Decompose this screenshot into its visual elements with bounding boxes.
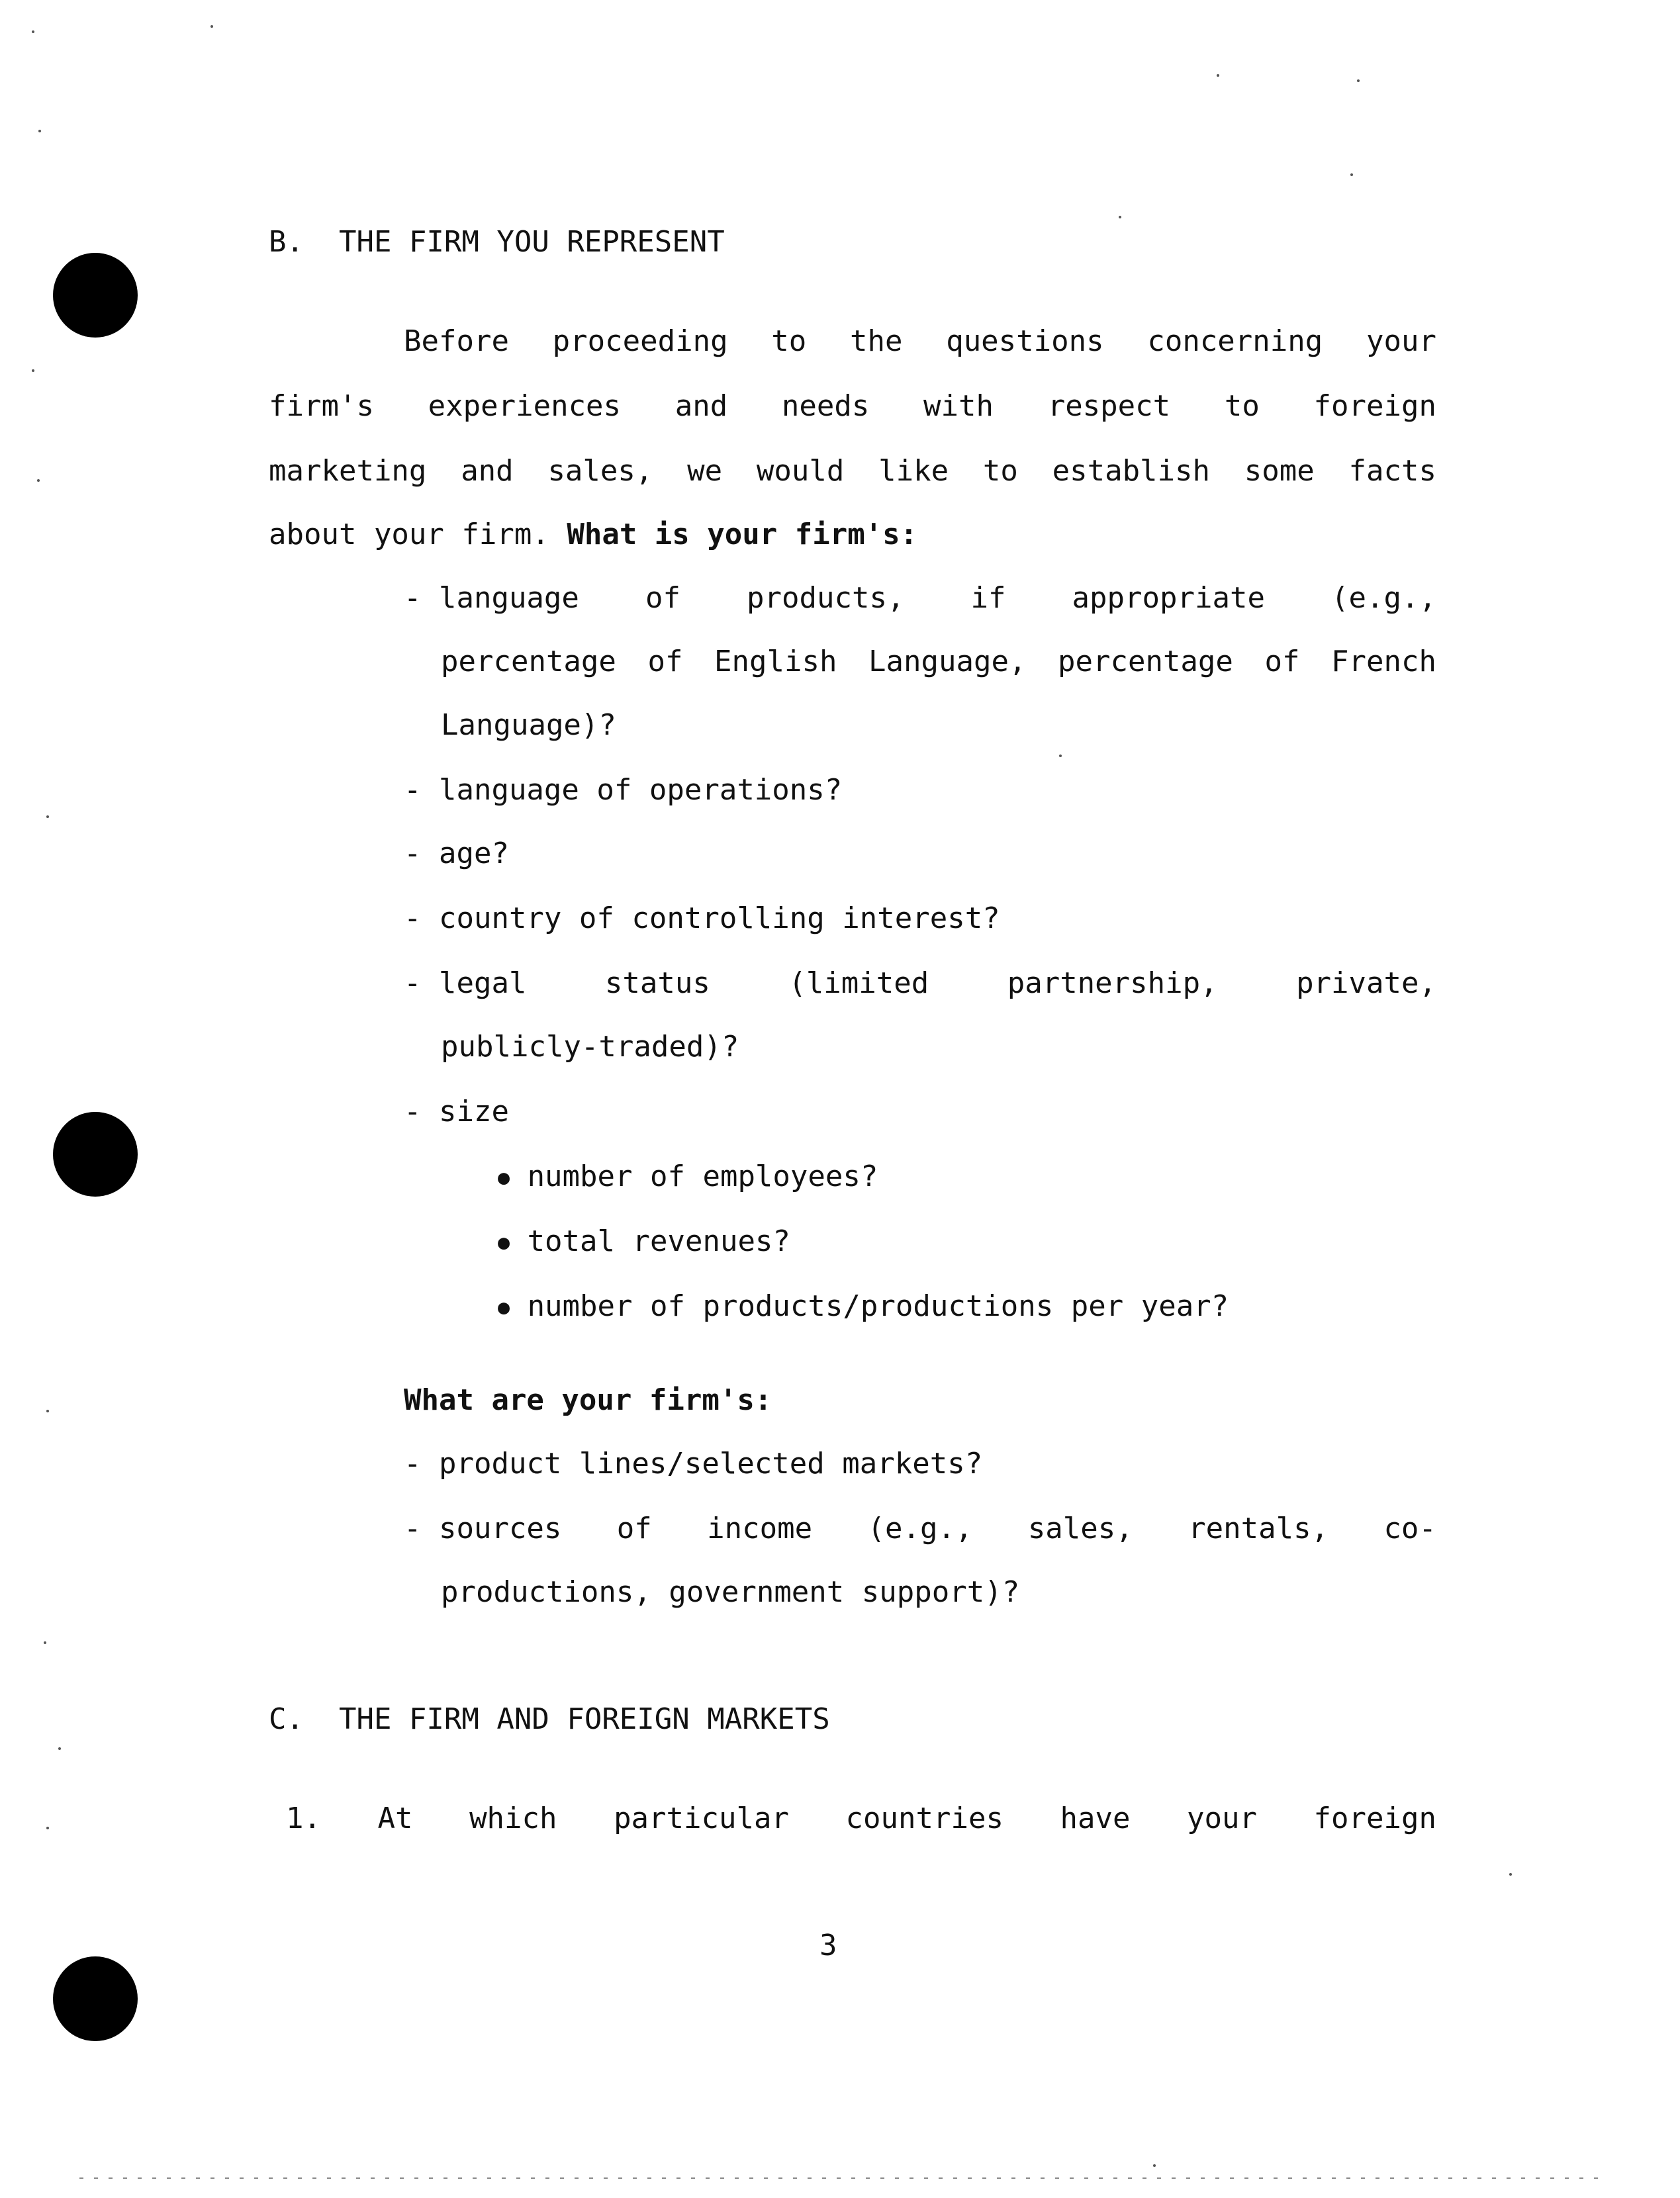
intro-line-4 — [269, 515, 917, 555]
sub-item-text: number of employees? — [527, 1160, 878, 1193]
punch-hole-top — [53, 253, 138, 338]
item-age: - age? — [404, 837, 509, 870]
bullet-icon: ● — [498, 1166, 510, 1189]
item-product-lines: - product lines/selected markets? — [404, 1447, 983, 1481]
item-sources-income-line-1: - sources of income (e.g., sales, rentals, co- — [404, 1512, 1436, 1545]
scan-speck — [44, 1641, 46, 1644]
item-size: - size — [404, 1095, 509, 1128]
scan-speck — [37, 479, 40, 482]
scan-speck — [1153, 2164, 1156, 2167]
intro-question: What is your firm's: — [567, 518, 918, 551]
scan-speck — [32, 369, 34, 372]
item-language-products-line-3: Language)? — [441, 708, 616, 742]
scan-speck — [1357, 79, 1360, 82]
intro-plain: about your firm. — [269, 518, 549, 551]
intro-line-2: firm's experiences and needs with respect to foreign — [269, 389, 1436, 423]
punch-hole-bottom — [53, 1956, 138, 2041]
scan-speck — [1059, 755, 1062, 757]
item-legal-status-line-1: - legal status (limited partnership, private, — [404, 966, 1436, 1000]
scan-speck — [1509, 1873, 1512, 1876]
sub-item-employees — [498, 1157, 878, 1198]
item-country-controlling-interest: - country of controlling interest? — [404, 901, 1000, 935]
scan-speck — [46, 815, 49, 818]
scan-speck — [46, 1827, 49, 1829]
sub-item-text: number of products/productions per year? — [527, 1289, 1229, 1323]
scan-speck — [32, 30, 34, 33]
section-b-heading: B. THE FIRM YOU REPRESENT — [269, 225, 725, 259]
page-number: 3 — [819, 1929, 837, 1962]
item-language-operations: - language of operations? — [404, 773, 843, 807]
scan-speck — [46, 1410, 49, 1412]
item-sources-income-line-2: productions, government support)? — [441, 1575, 1020, 1609]
scan-speck — [38, 130, 41, 132]
bullet-icon: ● — [498, 1296, 510, 1319]
scan-speck — [1119, 216, 1121, 218]
bullet-icon: ● — [498, 1231, 510, 1254]
second-heading: What are your firm's: — [404, 1383, 772, 1417]
item-language-products-line-2: percentage of English Language, percentage of French — [441, 645, 1436, 678]
scan-speck — [58, 1747, 61, 1750]
scan-speck — [1217, 74, 1219, 77]
scan-speck — [210, 25, 213, 28]
section-c-heading: C. THE FIRM AND FOREIGN MARKETS — [269, 1702, 830, 1736]
question-1-line: 1. At which particular countries have your foreign — [286, 1802, 1436, 1835]
sub-item-revenues — [498, 1222, 790, 1263]
sub-item-text: total revenues? — [527, 1224, 790, 1258]
scan-noise-bottom — [79, 2177, 1602, 2179]
intro-line-1: Before proceeding to the questions concerning your — [404, 324, 1436, 358]
punch-hole-middle — [53, 1112, 138, 1197]
sub-item-products-per-year — [498, 1287, 1229, 1328]
scan-speck — [1350, 173, 1353, 176]
item-legal-status-line-2: publicly-traded)? — [441, 1030, 739, 1064]
intro-line-3: marketing and sales, we would like to establish some facts — [269, 454, 1436, 488]
item-language-products-line-1: - language of products, if appropriate (e.g., — [404, 581, 1436, 615]
